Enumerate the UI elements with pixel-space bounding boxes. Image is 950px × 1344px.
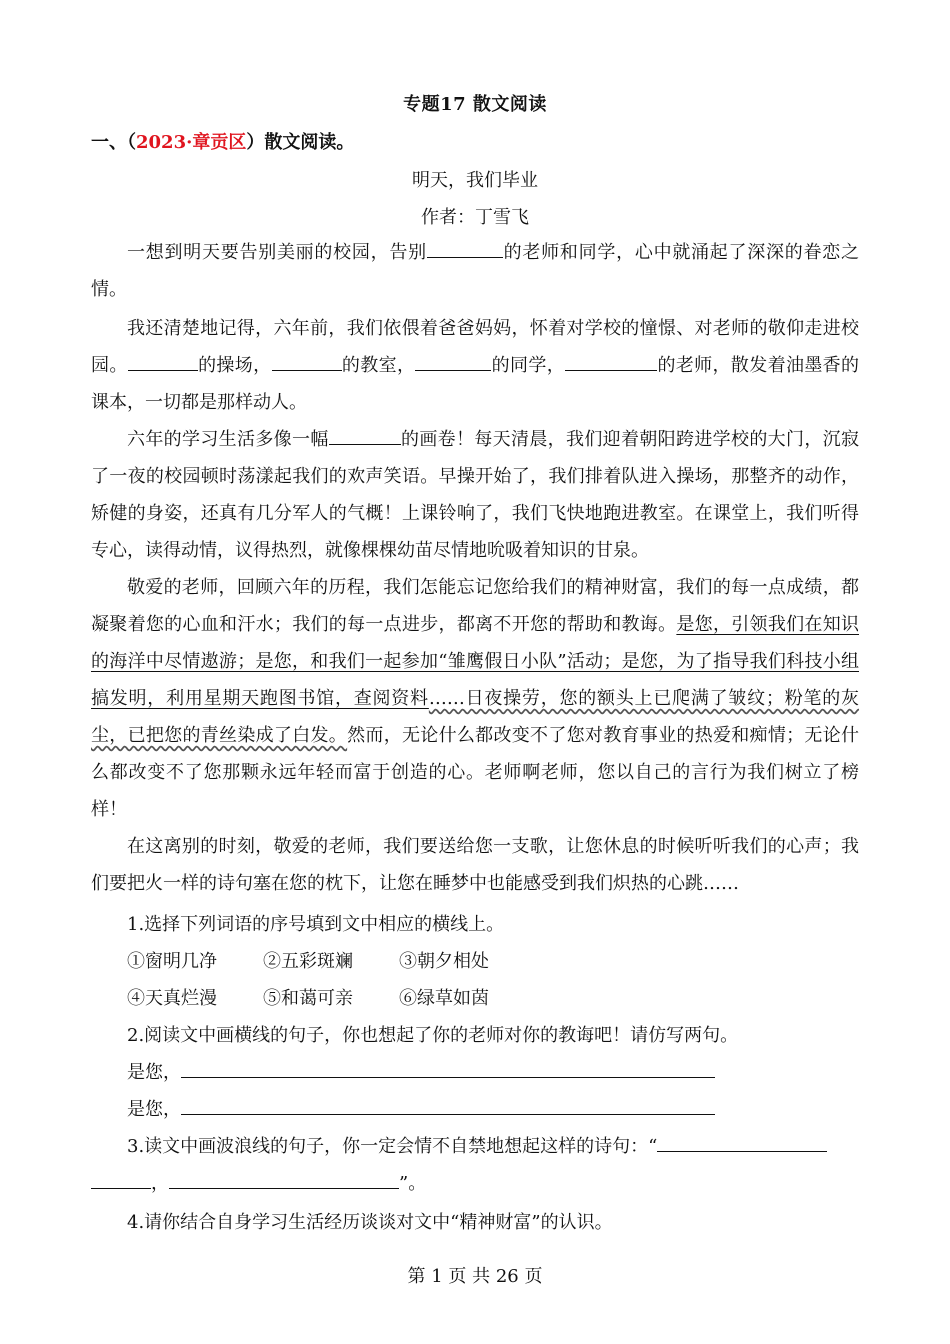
- p4-text-b: 然而，无论什么都改变不了您对教育事业的热爱和痴情；无论什么都改变不了您那颗永远年轻而富于创造的心。老师啊老师，您以自己的言行为我们树立了榜样！: [91, 725, 860, 820]
- question-2: 2.阅读文中画横线的句子，你也想起了你的老师对你的教诲吧！请仿写两句。: [127, 1025, 739, 1046]
- p4-underlined-sentence: 是您，引领我们在知识的海洋中尽情遨游；是您，和我们一起参加“雏鹰假日小队”活动；是您，为了指导我们科技小组搞发明，利用星期天跑图书馆，查阅资料: [91, 614, 860, 709]
- p2-text-b: 的操场，: [197, 355, 272, 376]
- p4-text-a: 敬爱的老师，回顾六年的历程，我们怎能忘记您给我们的精神财富，我们的每一点成绩，都凝聚着您的心血和汗水；我们的每一点进步，都离不开您的帮助和教诲。: [91, 577, 859, 635]
- paragraph-5: 在这离别的时刻，敬爱的老师，我们要送给您一支歌，让您休息的时候听听我们的心声；我们要把火一样的诗句塞在您的枕下，让您在睡梦中也能感受到我们炽热的心跳……: [91, 836, 859, 894]
- fill-blank-4[interactable]: [415, 352, 491, 371]
- p4-wavy-sentence: ……日夜操劳，您的额头上已爬满了皱纹；粉笔的灰尘，已把您的青丝染成了白发。: [91, 688, 860, 746]
- fill-blank-1[interactable]: [427, 239, 503, 258]
- p2-text-c: 的教室，: [341, 355, 416, 376]
- question-1: 1.选择下列词语的序号填到文中相应的横线上。: [127, 914, 505, 935]
- q2-answer-1: [127, 1058, 715, 1084]
- option-4: ④天真烂漫: [127, 988, 217, 1009]
- option-1: ①窗明几净: [127, 951, 217, 972]
- q2-prefix-2: 是您，: [127, 1099, 181, 1120]
- p2-text-a: 我还清楚地记得，六年前，我们依偎着爸爸妈妈，怀着对学校的憧憬、对老师的敬仰走进校园。: [91, 318, 859, 376]
- q3-text: 3.读文中画波浪线的句子，你一定会情不自禁地想起这样的诗句：“: [127, 1136, 658, 1157]
- q3-end: ”。: [399, 1173, 427, 1194]
- q3-answer-line-1[interactable]: [657, 1133, 827, 1152]
- q3-answer-line-1b[interactable]: [91, 1170, 151, 1189]
- options-row-1: [127, 947, 535, 973]
- question-3: [127, 1132, 827, 1158]
- fill-blank-3[interactable]: [272, 352, 342, 371]
- option-6: ⑥绿草如茵: [399, 988, 489, 1009]
- section-source: 2023·章贡区: [136, 132, 247, 153]
- fill-blank-6[interactable]: [329, 426, 401, 445]
- q2-answer-line-2[interactable]: [181, 1096, 715, 1115]
- question-3-cont: [91, 1169, 426, 1195]
- question-4: 4.请你结合自身学习生活经历谈谈对文中“精神财富”的认识。: [127, 1212, 613, 1233]
- p3-text-a: 六年的学习生活多像一幅: [127, 429, 329, 450]
- section-prefix: 一、（: [91, 132, 136, 153]
- q2-answer-2: [127, 1095, 715, 1121]
- options-row-2: [127, 984, 535, 1010]
- article-author: 作者：丁雪飞: [421, 207, 529, 228]
- article-title: 明天，我们毕业: [412, 170, 538, 191]
- option-5: ⑤和蔼可亲: [263, 988, 353, 1009]
- p2-text-e: 的老师，散发着油墨香的课本，一切都是那样动人。: [91, 355, 860, 413]
- fill-blank-2[interactable]: [128, 352, 198, 371]
- fill-blank-5[interactable]: [565, 352, 657, 371]
- doc-title: 专题17 散文阅读: [403, 94, 547, 115]
- option-3: ③朝夕相处: [399, 951, 489, 972]
- p3-text-b: 的画卷！每天清晨，我们迎着朝阳跨进学校的大门，沉寂了一夜的校园顿时荡漾起我们的欢声笑语。早操开始了，我们排着队进入操场，那整齐的动作，矫健的身姿，还真有几分军人的气概！上课铃响了，我们飞快地跑进教室。在课堂上，我们听得专心，读得动情，议得热烈，就像棵棵幼苗尽情地吮吸着知识的甘泉。: [91, 429, 860, 561]
- p1-text-a: 一想到明天要告别美丽的校园，告别: [127, 242, 427, 263]
- section-suffix: ）散文阅读。: [246, 132, 355, 153]
- paragraph-4: [91, 569, 859, 828]
- paragraph-1: [91, 234, 859, 308]
- p1-text-b: 的老师和同学，心中就涌起了深深的眷恋之情。: [91, 242, 860, 300]
- q3-answer-line-2[interactable]: [169, 1170, 399, 1189]
- option-2: ②五彩斑斓: [263, 951, 353, 972]
- section-heading: [91, 128, 354, 154]
- q2-answer-line-1[interactable]: [181, 1059, 715, 1078]
- p2-text-d: 的同学，: [491, 355, 566, 376]
- page-footer: 第 1 页 共 26 页: [407, 1266, 543, 1287]
- paragraph-2: [91, 310, 859, 421]
- paragraph-3: [91, 421, 859, 569]
- q3-comma: ，: [151, 1173, 169, 1194]
- q2-prefix-1: 是您，: [127, 1062, 181, 1083]
